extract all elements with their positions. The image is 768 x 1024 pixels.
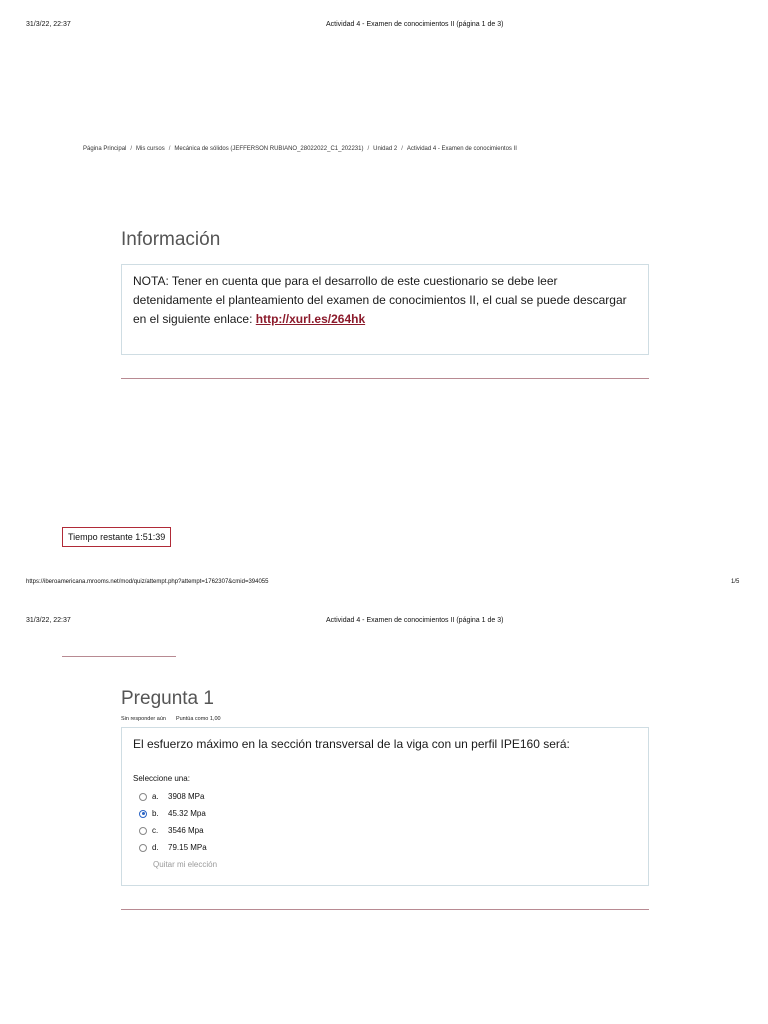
- breadcrumb-activity[interactable]: Actividad 4 - Examen de conocimientos II: [406, 146, 517, 152]
- option-letter: c.: [152, 826, 159, 835]
- answer-option-b[interactable]: [139, 805, 207, 822]
- breadcrumb-home[interactable]: Página Principal: [83, 146, 127, 152]
- answer-option-d[interactable]: [139, 839, 207, 856]
- breadcrumb-course[interactable]: Mecánica de sólidos (JEFFERSON RUBIANO_28022022_C1_202231): [174, 146, 364, 152]
- header-datetime: 31/3/22, 22:37: [26, 21, 71, 28]
- radio-button[interactable]: [139, 827, 147, 835]
- breadcrumb-separator: /: [401, 146, 403, 152]
- breadcrumb-separator: /: [168, 146, 171, 152]
- header-title: Actividad 4 - Examen de conocimientos II (página 1 de 3): [326, 21, 504, 28]
- question-status: Sin responder aún: [121, 716, 166, 722]
- option-value: 79.15 MPa: [168, 843, 207, 852]
- question-text: El esfuerzo máximo en la sección transversal de la viga con un perfil IPE160 será:: [133, 737, 570, 751]
- header-title: Actividad 4 - Examen de conocimientos II (página 1 de 3): [326, 617, 504, 624]
- radio-button[interactable]: [139, 844, 147, 852]
- option-letter: a.: [152, 792, 159, 801]
- info-note: [122, 265, 648, 329]
- question-info: [121, 716, 221, 722]
- question-grade: Puntúa como 1,00: [175, 716, 221, 722]
- info-title: Información: [121, 229, 221, 250]
- breadcrumb-unit[interactable]: Unidad 2: [373, 146, 398, 152]
- header-datetime: 31/3/22, 22:37: [26, 617, 71, 624]
- option-value: 3546 Mpa: [168, 826, 204, 835]
- breadcrumb-my-courses[interactable]: Mis cursos: [136, 146, 165, 152]
- breadcrumb-separator: /: [130, 146, 133, 152]
- timer-divider: [62, 656, 176, 657]
- clear-choice-link[interactable]: Quitar mi elección: [153, 860, 218, 869]
- radio-button[interactable]: [139, 793, 147, 801]
- option-letter: b.: [152, 809, 159, 818]
- download-link[interactable]: http://xurl.es/264hk: [255, 312, 366, 326]
- section-divider: [121, 909, 649, 910]
- timer-badge: Tiempo restante 1:51:39: [62, 527, 171, 547]
- radio-button-selected[interactable]: [139, 810, 147, 818]
- answer-option-a[interactable]: [139, 788, 207, 805]
- footer-page-number: 1/5: [731, 579, 740, 585]
- answer-option-c[interactable]: [139, 822, 207, 839]
- answer-prompt: Seleccione una:: [133, 774, 190, 783]
- breadcrumb: [83, 146, 517, 152]
- section-divider: [121, 378, 649, 379]
- option-value: 45.32 Mpa: [168, 809, 206, 818]
- option-letter: d.: [152, 843, 159, 852]
- info-box: [121, 264, 649, 355]
- question-title: Pregunta 1: [121, 688, 214, 709]
- info-note-text: NOTA: Tener en cuenta que para el desarrollo de este cuestionario se debe leer detenidamente el planteamiento del examen de conocimientos II, el cual se puede descargar en el siguiente enlace:: [133, 274, 627, 326]
- breadcrumb-separator: /: [367, 146, 370, 152]
- footer-url: https://iberoamericana.mrooms.net/mod/quiz/attempt.php?attempt=1762307&cmid=394055: [26, 579, 269, 585]
- option-value: 3908 MPa: [168, 792, 205, 801]
- answer-options: [139, 788, 207, 856]
- question-box: [121, 727, 649, 886]
